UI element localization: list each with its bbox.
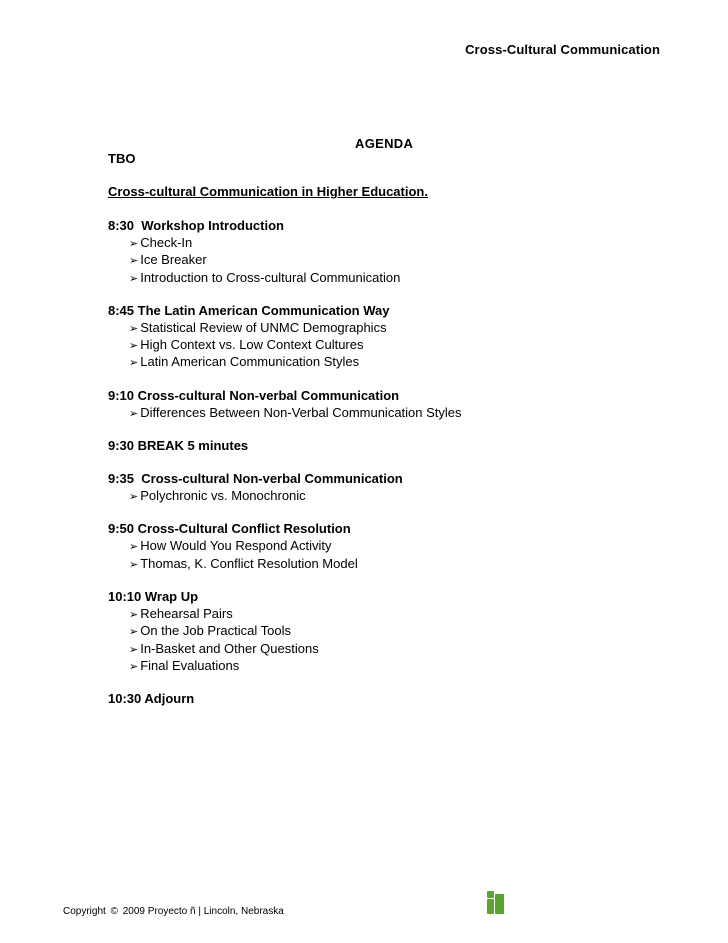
agenda-item [108, 336, 668, 353]
agenda-item-text: In-Basket and Other Questions [140, 640, 319, 656]
agenda-item-text: Final Evaluations [140, 657, 240, 673]
footer-copyright-label: Copyright [63, 906, 106, 917]
agenda-sessions [108, 217, 668, 723]
agenda-item [108, 234, 668, 251]
agenda-session [108, 387, 668, 421]
agenda-item [108, 555, 668, 572]
agenda-item-text: Check-In [140, 235, 193, 250]
agenda-item-text: Ice Breaker [140, 252, 207, 268]
agenda-item-text: Statistical Review of UNMC Demographics [140, 319, 387, 335]
agenda-item-text: How Would You Respond Activity [140, 538, 332, 554]
agenda-item [108, 353, 668, 370]
agenda-item [108, 404, 668, 421]
arrow-bullet-icon: ➢ [129, 541, 139, 554]
arrow-bullet-icon: ➢ [129, 407, 139, 420]
session-heading: 10:10 Wrap Up [108, 588, 199, 604]
arrow-bullet-icon: ➢ [129, 322, 139, 335]
arrow-bullet-icon: ➢ [129, 626, 139, 639]
copyright-icon: © [110, 906, 118, 917]
agenda-item-text: Latin American Communication Styles [140, 354, 360, 370]
arrow-bullet-icon: ➢ [129, 238, 139, 250]
session-heading: 10:30 Adjourn [108, 691, 195, 707]
agenda-item [108, 269, 668, 286]
session-heading: 8:30 Workshop Introduction [108, 218, 284, 233]
agenda-session [108, 690, 668, 707]
agenda-item-text: Rehearsal Pairs [140, 605, 233, 621]
agenda-item-text: Introduction to Cross-cultural Communication [140, 269, 401, 285]
agenda-subtitle: Cross-cultural Communication in Higher Education. [108, 184, 428, 199]
arrow-bullet-icon: ➢ [129, 491, 139, 504]
agenda-item [108, 622, 668, 639]
session-heading: 9:50 Cross-Cultural Conflict Resolution [108, 521, 351, 537]
arrow-bullet-icon: ➢ [129, 272, 139, 285]
session-heading: 9:30 BREAK 5 minutes [108, 438, 249, 454]
agenda-session [108, 470, 668, 504]
agenda-item [108, 487, 668, 504]
proyecto-logo-icon [484, 891, 506, 915]
agenda-item-text: Differences Between Non-Verbal Communication Styles [140, 404, 462, 420]
agenda-title: AGENDA [355, 136, 414, 151]
arrow-bullet-icon: ➢ [129, 660, 139, 673]
agenda-item-text: On the Job Practical Tools [140, 623, 292, 639]
agenda-item-text: High Context vs. Low Context Cultures [140, 337, 364, 353]
agenda-item-text: Thomas, K. Conflict Resolution Model [140, 555, 358, 571]
arrow-bullet-icon: ➢ [129, 643, 139, 656]
arrow-bullet-icon: ➢ [129, 558, 139, 571]
agenda-item [108, 640, 668, 657]
agenda-session [108, 437, 668, 454]
arrow-bullet-icon: ➢ [129, 340, 139, 353]
agenda-session [108, 217, 668, 286]
organization-label: TBO [108, 151, 136, 166]
agenda-item [108, 605, 668, 622]
header-title: Cross-Cultural Communication [465, 42, 660, 57]
agenda-item [108, 319, 668, 336]
session-heading: 9:10 Cross-cultural Non-verbal Communication [108, 387, 400, 403]
footer [63, 906, 284, 917]
agenda-item [108, 657, 668, 674]
footer-text: 2009 Proyecto ñ | Lincoln, Nebraska [122, 906, 284, 917]
agenda-session [108, 588, 668, 674]
arrow-bullet-icon: ➢ [129, 255, 139, 268]
agenda-item [108, 251, 668, 268]
agenda-session [108, 520, 668, 572]
session-heading: 8:45 The Latin American Communication Way [108, 302, 390, 318]
arrow-bullet-icon: ➢ [129, 357, 139, 370]
arrow-bullet-icon: ➢ [129, 608, 139, 621]
agenda-session [108, 302, 668, 371]
agenda-item-text: Polychronic vs. Monochronic [140, 488, 306, 504]
session-heading: 9:35 Cross-cultural Non-verbal Communication [108, 471, 403, 487]
agenda-item [108, 537, 668, 554]
